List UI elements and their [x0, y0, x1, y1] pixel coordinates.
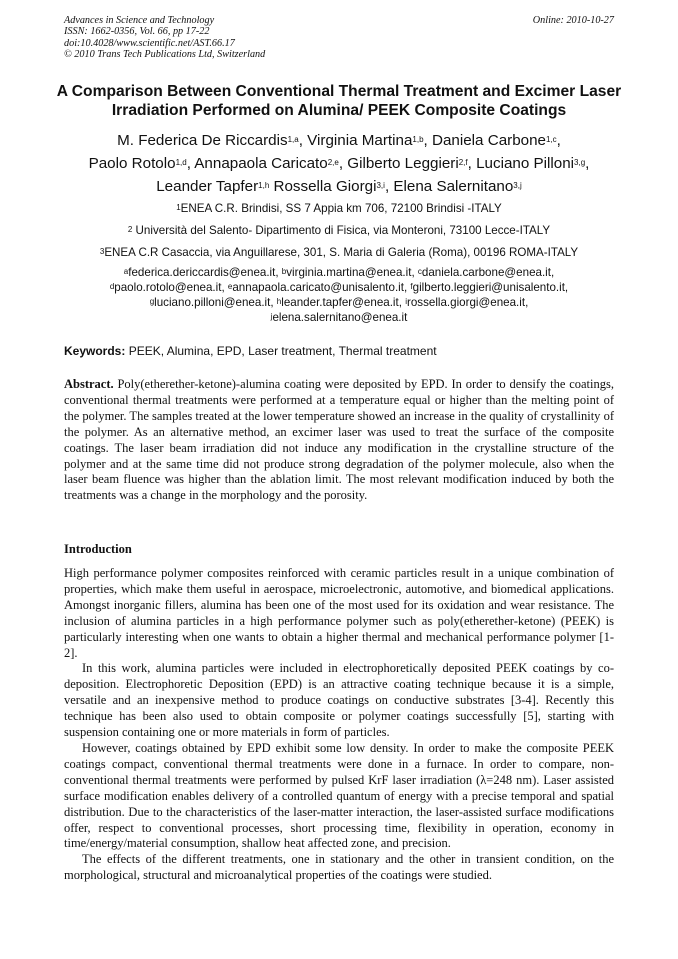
author: Rossella Giorgi$^{3,i}$, — [273, 178, 394, 195]
issn-line: ISSN: 1662-0356, Vol. 66, pp 17-22 — [64, 26, 210, 38]
author: Luciano Pilloni$^{3,g}$, — [476, 155, 590, 172]
email-link[interactable]: elena.salernitano@enea.it — [272, 311, 408, 324]
author: Annapaola Caricato$^{2,e}$, — [194, 155, 348, 172]
doi-line: doi:10.4028/www.scientific.net/AST.66.17 — [64, 37, 235, 49]
author: Virginia Martina$^{1,b}$, — [307, 132, 432, 149]
email-link[interactable]: paolo.rotolo@enea.it, — [114, 281, 228, 294]
abstract-text: Poly(etherether-ketone)-alumina coating were deposited by EPD. In order to densify the coatings, conventional thermal treatments were performed at a temperature equal or higher than the melting point of the polymer. The samples treated at the lower temperature showed an increase in the quality of crystallinity of the polymer. As an alternative method, an excimer laser was used to treat the surface of the composite coatings. The laser beam irradiation did not induce any modification in the crystalline structure of the polymer and at the same time did not produce strong degradation of the polymer molecule, also when the laser beam fluence was higher than the ablation limit. The most relevant modification induced by both the treatments was a change in the morphology and the porosity. — [64, 377, 614, 503]
introduction-heading: Introduction — [64, 542, 132, 556]
author: Elena Salernitano$^{3,j}$ — [393, 178, 522, 195]
email-link[interactable]: leander.tapfer@enea.it, — [281, 296, 406, 309]
email-link[interactable]: gilberto.leggieri@unisalento.it, — [412, 281, 569, 294]
author: Gilberto Leggieri$^{2,f}$, — [347, 155, 477, 172]
keywords-label: Keywords: — [64, 344, 126, 358]
affiliations — [24, 199, 654, 325]
paragraph: The effects of the different treatments, one in stationary and the other in transient condition, on the morphological, structural and microanalytical properties of the coatings were studied. — [64, 852, 614, 883]
paper-title: A Comparison Between Conventional Thermal Treatment and Excimer Laser Irradiation Performed on Alumina/ PEEK Composite Coatings — [56, 83, 622, 119]
keywords-text: PEEK, Alumina, EPD, Laser treatment, Thermal treatment — [125, 344, 437, 358]
affiliation-item: $^2$ Università del Salento- Dipartimento di Fisica, via Monteroni, 73100 Lecce-ITALY — [127, 224, 551, 237]
copyright-line: © 2010 Trans Tech Publications Ltd, Switzerland — [64, 48, 266, 60]
email-link[interactable]: rossella.giorgi@enea.it, — [406, 296, 529, 309]
introduction-body — [64, 566, 614, 884]
email-link[interactable]: federica.dericcardis@enea.it, — [128, 266, 282, 279]
email-link[interactable]: virginia.martina@enea.it, — [286, 266, 418, 279]
author: Leander Tapfer$^{1,h}$ — [156, 178, 270, 195]
author: Paolo Rotolo$^{1,d}$, — [88, 155, 195, 172]
abstract — [64, 377, 614, 504]
paragraph: In this work, alumina particles were included in electrophoretically deposited PEEK coatings by co-deposition. Electrophoretic Deposition (EPD) is an attractive coating technique because it is a simple, versatile and an inexpensive method to produce coatings on conductive substrates [3-4]. Recently this technique has been also used to obtain composite or polymer coatings successfully [5], starting with suspension containing one or more materials in form of particles. — [64, 661, 614, 740]
online-date: Online: 2010-10-27 — [532, 15, 614, 26]
email-link[interactable]: luciano.pilloni@enea.it, — [154, 296, 277, 309]
abstract-label: Abstract. — [64, 377, 114, 391]
email-link[interactable]: annapaola.caricato@unisalento.it, — [232, 281, 411, 294]
author: M. Federica De Riccardis$^{1,a}$, — [117, 132, 308, 149]
email-link[interactable]: daniela.carbone@enea.it, — [421, 266, 555, 279]
email-list: $^a$federica.dericcardis@enea.it, $^b$virginia.martina@enea.it, $^c$daniela.carbone@enea.it, $^d$paolo.rotolo@enea.it, $^e$annapaola.caricato@unisalento.it, $^f$gilberto.leggieri@unisalento.it, $^g$luciano.pilloni@enea.it, $^h$leander.tapfer@enea.it, $^i$rossella.giorgi@enea.it, $^j$elena.salernitano@enea.it — [109, 266, 569, 324]
author: Daniela Carbone$^{1,c}$, — [432, 132, 561, 149]
affiliation-item: $^1$ENEA C.R. Brindisi, SS 7 Appia km 706, 72100 Brindisi -ITALY — [176, 202, 502, 215]
paragraph: High performance polymer composites reinforced with ceramic particles result in a unique combination of properties, which make them useful in aerospace, microelectronic, automotive, and biomedical applications. Amongst inorganic fillers, alumina has been one of the most used for its oxidation and wear resistance. The inclusion of alumina particles in a high performance polymer such as poly(etherether-ketone) (PEEK) is particularly interesting when one wants to obtain a higher thermal and mechanical performance polymer [1-2]. — [64, 566, 614, 660]
author-list — [24, 129, 654, 198]
paragraph: However, coatings obtained by EPD exhibit some low density. In order to make the composite PEEK coatings compact, conventional thermal treatments were done in a furnace. In order to compare, non-conventional thermal treatments were performed by pulsed KrF laser irradiation (λ=248 nm). Laser assisted surface modification enables delivery of a controlled quantum of energy with a precise temporal and spatial distribution. Due to the characteristics of the laser-matter interaction, the laser-assisted surface modifications offer, respect to conventional processes, short processing time, flexibility in operation, economy in time/energy/material consumption, shallow heat affected zone, and precision. — [64, 740, 614, 851]
running-header — [64, 15, 265, 60]
affiliation-item: $^3$ENEA C.R Casaccia, via Anguillarese, 301, S. Maria di Galeria (Roma), 00196 ROMA-ITALY — [99, 246, 579, 259]
keywords — [64, 344, 624, 358]
journal-name: Advances in Science and Technology — [64, 15, 215, 26]
